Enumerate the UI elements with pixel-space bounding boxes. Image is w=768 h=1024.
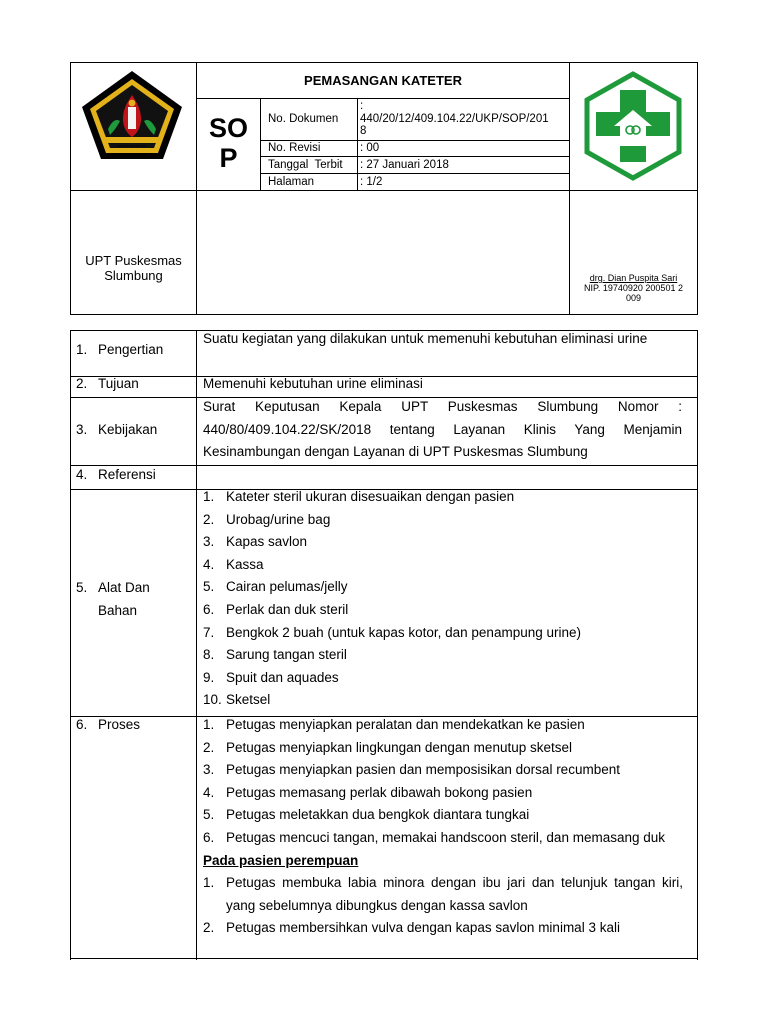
perempuan-step-item [203,872,683,917]
issue-date-value: : 27 Januari 2018 [360,159,449,171]
section-number-4: 4. [76,467,88,482]
proses-item [203,737,683,760]
section-number-3: 3. [76,422,88,437]
section-content-pengertian: Suatu kegiatan yang dilakukan untuk memenuhi kebutuhan eliminasi urine [203,331,648,346]
list-item-number: 5. [203,579,215,595]
signatory-name: drg. Dian Puspita Sari [589,273,678,283]
list-item-number: 1. [203,875,215,891]
list-item-text: Kassa [226,556,264,572]
section-number-1: 1. [76,342,88,357]
alat-bahan-item [203,689,683,712]
section-number-5: 5. [76,580,88,595]
list-item-number: 9. [203,669,215,685]
list-item-number: 6. [203,830,215,845]
section-label-proses: Proses [98,717,141,732]
list-item-number: 7. [203,624,215,640]
proses-item [203,782,683,805]
alat-bahan-item [203,486,683,509]
list-item-number: 5. [203,807,215,823]
proses-item [203,804,683,827]
page-value: : 1/2 [360,176,383,188]
list-item-number: 3. [203,534,215,550]
alat-bahan-item [203,644,683,667]
list-item-text: Petugas membuka labia minora dengan ibu jari dan telunjuk tangan kiri, yang sebelumnya dibungkus dengan kassa savlon [226,875,683,913]
list-item-number: 6. [203,602,215,617]
page-label: Halaman [268,176,315,188]
proses-item [203,759,683,782]
perempuan-step-item [203,917,683,940]
list-item-text: Petugas menyiapkan peralatan dan mendekatkan ke pasien [226,717,585,732]
sop-label-line1: SO [208,113,248,143]
alat-bahan-item [203,667,683,690]
list-item-text: Petugas meletakkan dua bengkok diantara tungkai [226,807,530,823]
section-number-2: 2. [76,376,88,391]
puskesmas-logo [582,70,684,182]
issue-date-label: Tanggal Terbit [268,159,343,171]
section-content-tujuan: Memenuhi kebutuhan urine eliminasi [203,376,423,391]
list-item-text: Bengkok 2 buah (untuk kapas kotor, dan penampung urine) [226,624,581,640]
proses-item [203,714,683,737]
list-item-text: Petugas memasang perlak dibawah bokong pasien [226,784,533,800]
list-item-text: Petugas membersihkan vulva dengan kapas savlon minimal 3 kali [226,920,620,936]
list-item-text: Petugas mencuci tangan, memakai handscoon steril, dan memasang duk [226,830,666,845]
subheading-pasien-perempuan: Pada pasien perempuan [203,852,359,868]
proses-list [203,714,683,958]
sop-label-line2: P [219,143,238,173]
list-item-number: 10. [203,692,222,708]
doc-number-label: No. Dokumen [268,113,339,125]
section-number-6: 6. [76,717,88,732]
revision-value: : 00 [360,142,380,154]
document-title: PEMASANGAN KATETER [304,73,462,88]
signatory-nip: NIP. 19740920 200501 2 009 [584,283,683,303]
list-item-text: Sarung tangan steril [226,647,347,663]
alat-bahan-item [203,531,683,554]
logo-banner-text: KABUPATEN BLITAR [117,144,147,148]
section-label-kebijakan: Kebijakan [98,422,158,437]
section-content-kebijakan: Surat Keputusan Kepala UPT Puskesmas Slumbung Nomor : 440/80/409.104.22/SK/2018 tentang Layanan Klinis Yang Menjamin Kesinambungan dengan Layanan di UPT Puskesmas Slumbung [203,399,682,460]
section-label-referensi: Referensi [98,467,156,482]
alat-bahan-item [203,554,683,577]
list-item-number: 2. [203,920,215,936]
list-item-number: 1. [203,489,215,504]
alat-bahan-item [203,599,683,622]
list-item-number: 4. [203,556,215,572]
doc-number-value: : 440/20/12/409.104.22/UKP/SOP/201 8 [360,100,549,137]
list-item-text: Spuit dan aquades [226,669,339,685]
list-item-text: Kateter steril ukuran disesuaikan dengan pasien [226,489,515,504]
list-item-number: 2. [203,739,215,755]
list-item-text: Kapas savlon [226,534,308,550]
list-item-text: Cairan pelumas/jelly [226,579,348,595]
section-label-alat-dan-bahan: Alat Dan Bahan [98,580,150,618]
list-item-number: 3. [203,762,215,778]
section-label-pengertian: Pengertian [98,342,164,357]
alat-bahan-item [203,622,683,645]
list-item-number: 8. [203,647,215,663]
list-item-text: Petugas menyiapkan pasien dan memposisikan dorsal recumbent [226,762,620,778]
alat-bahan-item [203,576,683,599]
list-item-number: 2. [203,511,215,527]
list-item-number: 1. [203,717,215,732]
kabupaten-blitar-logo [80,69,184,161]
revision-label: No. Revisi [268,142,321,154]
list-item-text: Urobag/urine bag [226,511,331,527]
list-item-text: Petugas menyiapkan lingkungan dengan menutup sketsel [226,739,572,755]
sop-label [197,113,260,173]
alat-bahan-item [203,509,683,532]
section-label-tujuan: Tujuan [98,376,139,391]
alat-bahan-list [203,486,683,714]
list-item-number: 4. [203,784,215,800]
list-item-text: Perlak dan duk steril [226,602,349,617]
organization-name: UPT Puskesmas Slumbung [85,253,182,283]
list-item-text: Sketsel [226,692,271,708]
proses-item [203,827,683,850]
